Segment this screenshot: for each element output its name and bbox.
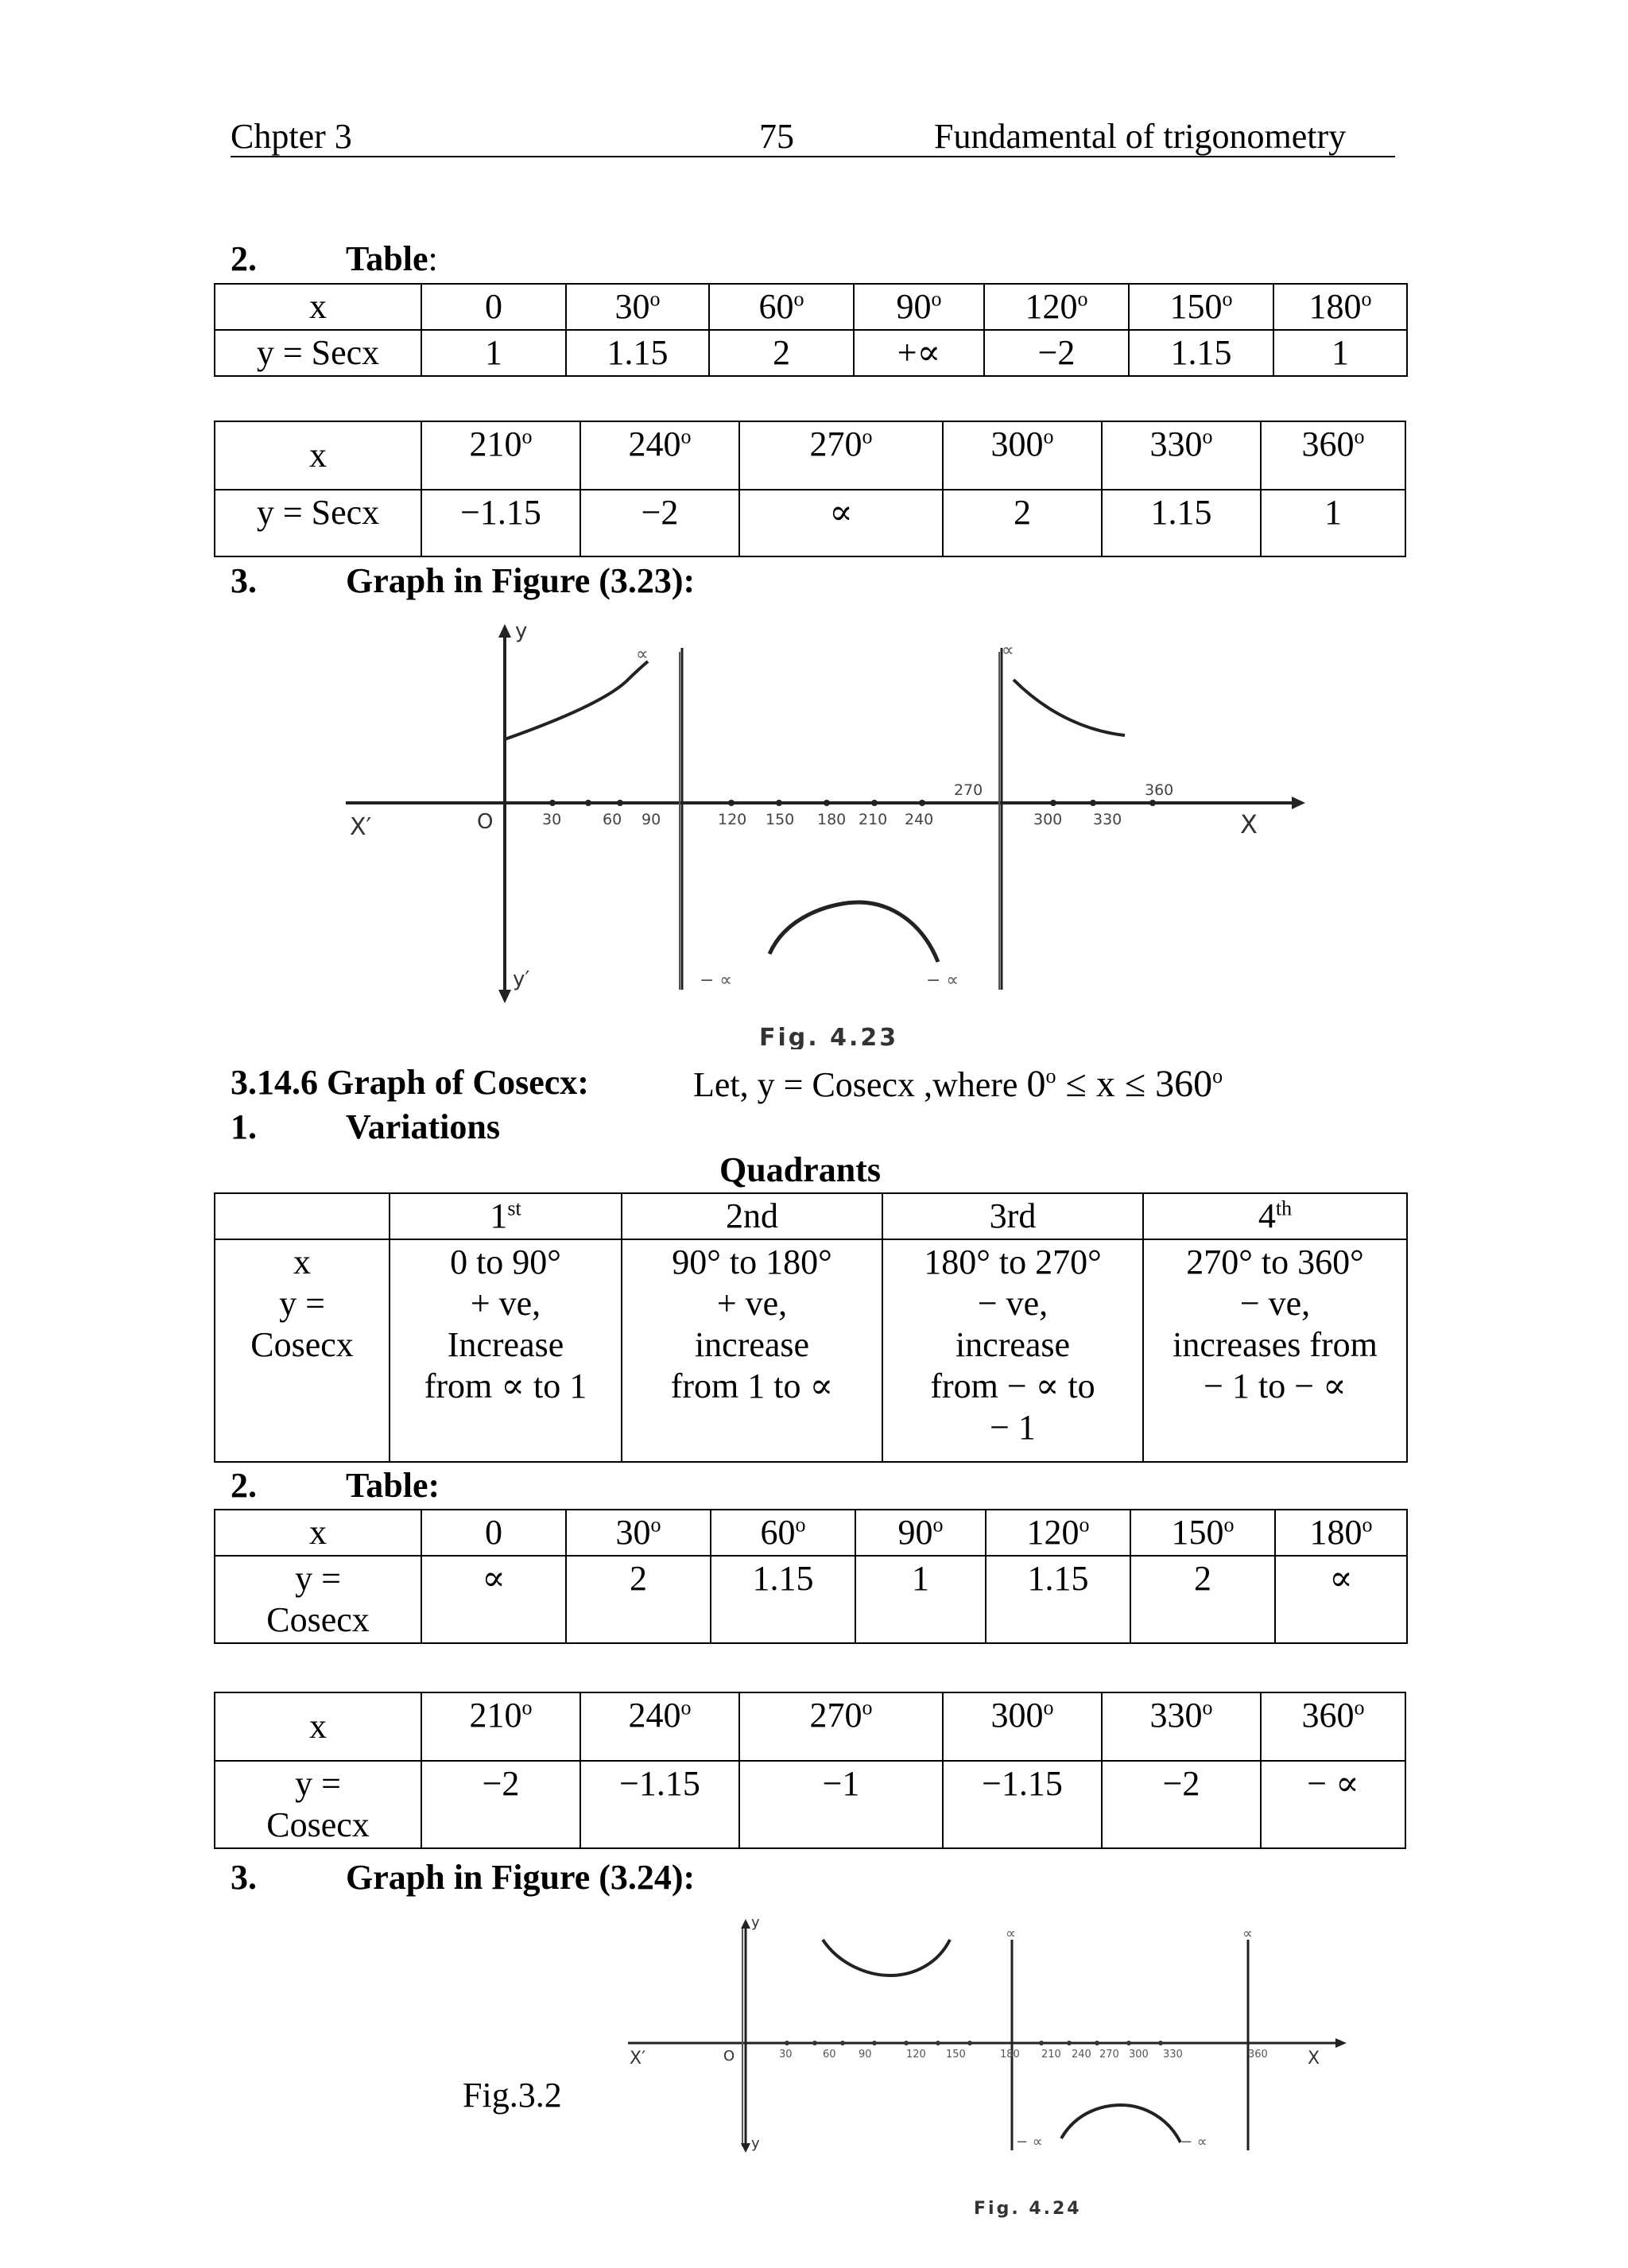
infinity-label: ∝ [1006, 1925, 1016, 1942]
cell-x: 360$^o$ [1261, 421, 1405, 490]
x-label: X [1240, 809, 1258, 839]
tick-label: 150 [946, 2049, 966, 2061]
cell-y: ∝ [1275, 1556, 1407, 1643]
chapter-title: Fundamental of trigonometry [934, 117, 1347, 156]
y-prime-label: y′ [513, 967, 530, 991]
cell-x: 90$^o$ [854, 284, 984, 330]
tick-label: 330 [1163, 2049, 1183, 2061]
secx-table-a [214, 283, 1408, 377]
cell-x: 0 [421, 284, 566, 330]
tick-label: 300 [1033, 811, 1063, 828]
cell-y: ∝ [421, 1556, 566, 1643]
table-row [215, 1761, 1405, 1848]
cell-y: −2 [984, 330, 1129, 376]
y-axis-arrow-down [498, 990, 511, 1003]
y-label: y [751, 1916, 760, 1931]
row-label-x: x [215, 421, 421, 490]
neg-infinity-label: − ∝ [926, 971, 959, 991]
x-label: X [1308, 2049, 1320, 2068]
figure-caption: Fig. 4.23 [759, 1024, 899, 1049]
tick-label: 60 [603, 811, 622, 828]
cell-x: 30$^o$ [566, 284, 709, 330]
section-cosec-heading: 3.14.6 Graph of Cosecx: [231, 1063, 589, 1102]
tick-label: 210 [859, 811, 888, 828]
curve-secx-q4 [1014, 680, 1125, 735]
section-graph-heading: 3. Graph in Figure (3.23): [231, 561, 696, 600]
tick-labels [779, 2049, 1268, 2061]
cell-x: 300$^o$ [943, 1692, 1102, 1761]
cell-y: 1.15 [1102, 490, 1261, 556]
cell-y: −2 [580, 490, 739, 556]
page-number: 75 [759, 117, 794, 156]
cell-x: 60$^o$ [709, 284, 854, 330]
quadrant-cell: 90° to 180° + ve, increase from 1 to ∝ [622, 1239, 882, 1462]
tick-label: 180 [817, 811, 847, 828]
chapter-label: Chpter 3 [231, 117, 352, 156]
cell-y: − ∝ [1261, 1761, 1405, 1848]
tick-label: 90 [859, 2049, 872, 2061]
row-labels: x y = Cosecx [215, 1239, 390, 1462]
curve-cosecx-q34 [1061, 2105, 1180, 2142]
cell-y: 1 [1261, 490, 1405, 556]
tick-label: 90 [642, 811, 661, 828]
tick-label: 240 [1072, 2049, 1091, 2061]
cell-y: 1.15 [986, 1556, 1130, 1643]
cell-y: +∝ [854, 330, 984, 376]
section-variations-heading: 1. Variations [231, 1107, 500, 1146]
table-row [215, 1239, 1407, 1462]
cell-y: 1.15 [711, 1556, 855, 1643]
cosecx-table-a [214, 1509, 1408, 1644]
section-graph2-label: Graph in Figure (3.24): [346, 1858, 696, 1897]
section-cosec-label: Graph of Cosecx: [327, 1063, 589, 1102]
quadrant-head: 2nd [622, 1193, 882, 1239]
x-axis-arrow [1335, 2038, 1347, 2048]
cell-y: 1 [421, 330, 566, 376]
cell-y: 2 [566, 1556, 711, 1643]
figure-caption: Fig. 4.24 [974, 2199, 1082, 2219]
tick-label: 300 [1129, 2049, 1149, 2061]
variations-table [214, 1192, 1408, 1463]
cosecx-table-b [214, 1692, 1406, 1849]
cell-x: 210$^o$ [421, 1692, 580, 1761]
cell-y: 1.15 [1129, 330, 1273, 376]
cell-y: 1 [855, 1556, 986, 1643]
section-table-label: Table [346, 239, 428, 278]
cell-x: 0 [421, 1510, 566, 1556]
row-label-x: x [215, 1692, 421, 1761]
cell-x: 330$^o$ [1102, 421, 1261, 490]
tick-label: 270 [1099, 2049, 1119, 2061]
tick-label: 330 [1093, 811, 1122, 828]
cell-x: 360$^o$ [1261, 1692, 1405, 1761]
curve-secx-q1 [505, 661, 648, 739]
table-row [215, 490, 1405, 556]
quadrant-head: 3rd [882, 1193, 1143, 1239]
tick-label: 210 [1041, 2049, 1061, 2061]
figure-cosecx-graph [620, 1916, 1367, 2234]
quadrants-heading: Quadrants [719, 1150, 881, 1189]
cell-y: 2 [709, 330, 854, 376]
table-row [215, 330, 1407, 376]
section-graph-label: Graph in Figure (3.23): [346, 561, 696, 600]
section-table2-label: Table: [346, 1466, 440, 1505]
section-variations-label: Variations [346, 1107, 500, 1146]
row-label-x: x [215, 284, 421, 330]
cell-y: 2 [1130, 1556, 1275, 1643]
table-row [215, 1556, 1407, 1643]
cell-x: 60$^o$ [711, 1510, 855, 1556]
tick-label: 240 [905, 811, 934, 828]
cell-x: 300$^o$ [943, 421, 1102, 490]
section-table-heading: 2. Table: [231, 239, 438, 278]
tick-label: 360 [1145, 781, 1174, 799]
x-axis-arrow [1292, 797, 1305, 809]
x-prime-label: X′ [350, 813, 372, 841]
table-row [215, 421, 1405, 490]
cell-x: 240$^o$ [580, 1692, 739, 1761]
cell-x: 210$^o$ [421, 421, 580, 490]
cell-y: −2 [1102, 1761, 1261, 1848]
cell-y: −1 [739, 1761, 943, 1848]
tick-labels [542, 781, 1173, 828]
section-graph2-heading: 3. Graph in Figure (3.24): [231, 1858, 696, 1897]
secx-table-b [214, 421, 1406, 557]
cell-x: 30$^o$ [566, 1510, 711, 1556]
cell-x: 180$^o$ [1273, 284, 1407, 330]
y-axis-arrow-down [741, 2143, 750, 2153]
cell-x: 150$^o$ [1130, 1510, 1275, 1556]
cell-y: ∝ [739, 490, 943, 556]
y-label: y [515, 620, 528, 643]
infinity-label: ∝ [636, 645, 649, 665]
tick-label: 270 [954, 781, 983, 799]
table-row [215, 1692, 1405, 1761]
cell-x: 120$^o$ [984, 284, 1129, 330]
table-row [215, 284, 1407, 330]
cosec-definition: Let, y = Cosecx ,where $0^o \le x \le 360^o$ [693, 1063, 1223, 1105]
cell-y: −1.15 [943, 1761, 1102, 1848]
y-axis-arrow-up [498, 624, 511, 638]
table-row [215, 1193, 1407, 1239]
neg-infinity-label: − ∝ [700, 971, 733, 991]
cell-y: −2 [421, 1761, 580, 1848]
origin-label: O [723, 2048, 735, 2064]
cell-x: 150$^o$ [1129, 284, 1273, 330]
quadrant-cell: 270° to 360° − ve, increases from − 1 to − ∝ [1143, 1239, 1407, 1462]
figure-secx-graph [334, 620, 1335, 1049]
tick-label: 30 [542, 811, 562, 828]
row-label-x: x [215, 1510, 421, 1556]
cell-x: 180$^o$ [1275, 1510, 1407, 1556]
cell-y: −1.15 [421, 490, 580, 556]
neg-infinity-label: − ∝ [1180, 2134, 1207, 2150]
y-axis-arrow-up [741, 1919, 750, 1929]
tick-label: 180 [1000, 2049, 1020, 2061]
quadrant-head: 1st [390, 1193, 622, 1239]
header-rule [231, 156, 1395, 157]
neg-infinity-label: − ∝ [1016, 2134, 1043, 2150]
tick-label: 30 [779, 2049, 793, 2061]
cell-y: 1 [1273, 330, 1407, 376]
y-prime-label: y [751, 2135, 760, 2152]
row-label-y: y = Cosecx [215, 1556, 421, 1643]
cell-x: 240$^o$ [580, 421, 739, 490]
cell-y: −1.15 [580, 1761, 739, 1848]
tick-label: 120 [906, 2049, 926, 2061]
tick-label: 60 [823, 2049, 836, 2061]
x-prime-label: X′ [630, 2049, 646, 2068]
cell-x: 270$^o$ [739, 421, 943, 490]
figure-side-label: Fig.3.2 [463, 2076, 562, 2115]
cell-y: 2 [943, 490, 1102, 556]
tick-label: 150 [766, 811, 795, 828]
cell-y: 1.15 [566, 330, 709, 376]
tick-label: 360 [1248, 2049, 1268, 2061]
row-label-y: y = Cosecx [215, 1761, 421, 1848]
section-table2-heading: 2. Table: [231, 1466, 440, 1505]
table-row [215, 1510, 1407, 1556]
quadrant-cell: 0 to 90° + ve, Increase from ∝ to 1 [390, 1239, 622, 1462]
row-label-y: y = Secx [215, 330, 421, 376]
quadrant-cell: 180° to 270° − ve, increase from − ∝ to − 1 [882, 1239, 1143, 1462]
infinity-label: ∝ [1002, 641, 1014, 661]
row-label-y: y = Secx [215, 490, 421, 556]
origin-label: O [477, 810, 494, 834]
cell-x: 330$^o$ [1102, 1692, 1261, 1761]
empty-cell [215, 1193, 390, 1239]
cell-x: 120$^o$ [986, 1510, 1130, 1556]
curve-secx-q23 [769, 902, 938, 962]
cell-x: 90$^o$ [855, 1510, 986, 1556]
infinity-label: ∝ [1242, 1925, 1253, 1942]
quadrant-head: 4th [1143, 1193, 1407, 1239]
curve-cosecx-q12 [823, 1940, 950, 1975]
cell-x: 270$^o$ [739, 1692, 943, 1761]
tick-label: 120 [718, 811, 747, 828]
